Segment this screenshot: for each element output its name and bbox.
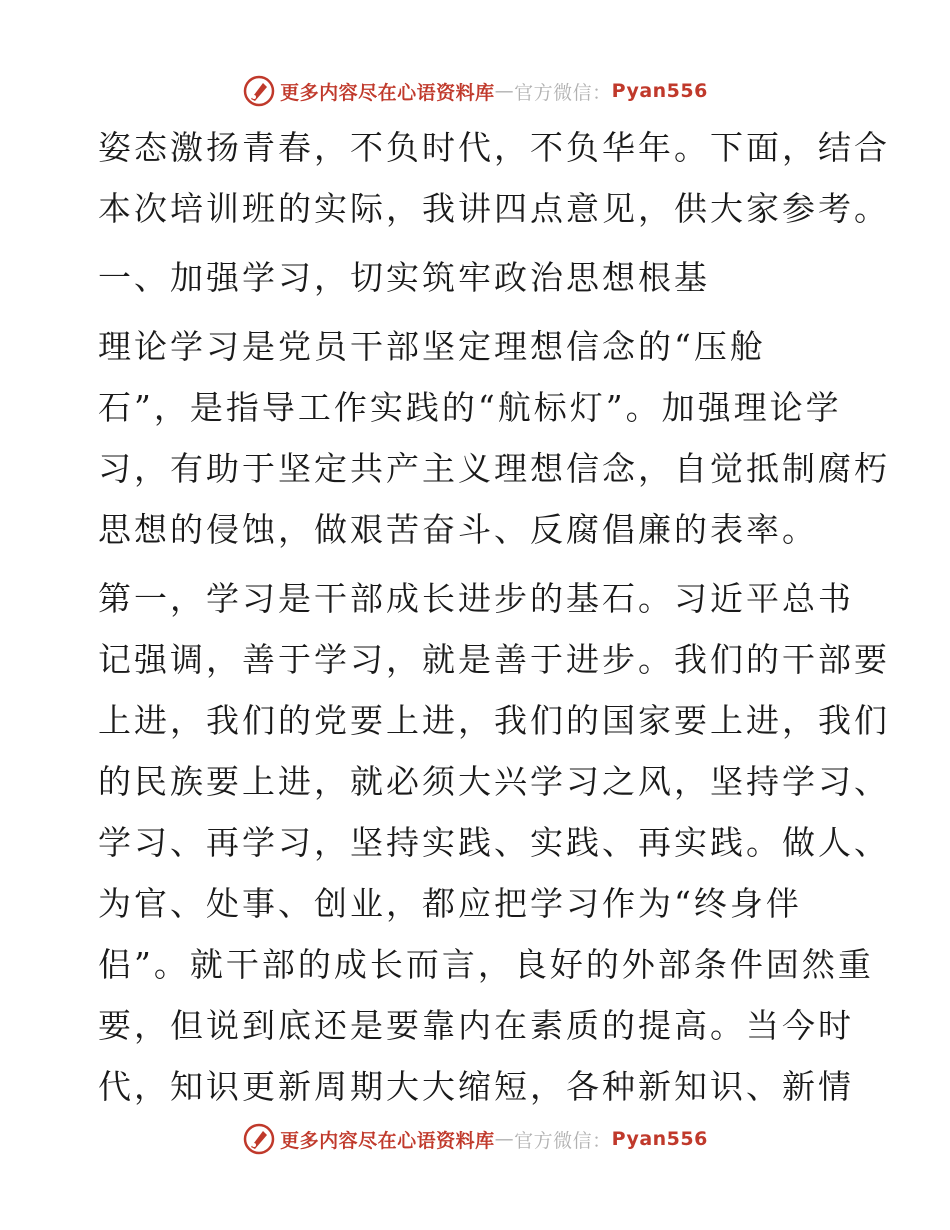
text-line: 习，有助于坚定共产主义理想信念，自觉抵制腐朽 — [98, 449, 890, 488]
watermark-main-text: 更多内容尽在心语资料库 — [280, 81, 495, 104]
section-heading-1 — [98, 247, 858, 308]
text-line: 为官、处事、创业，都应把学习作为“终身伴 — [98, 884, 802, 923]
watermark-dash: — — [494, 1128, 515, 1150]
text-line: 要，但说到底还是要靠内在素质的提高。当今时 — [98, 1006, 854, 1045]
text-line: 上进，我们的党要上进，我们的国家要上进，我们 — [98, 701, 890, 740]
paragraph-first-point — [98, 568, 890, 1117]
document-body — [98, 117, 890, 1117]
watermark-wechat-id: Pyan556 — [611, 80, 708, 102]
watermark-main-text: 更多内容尽在心语资料库 — [280, 1129, 495, 1152]
text-line: 第一，学习是干部成长进步的基石。习近平总书 — [98, 579, 854, 618]
watermark-wechat-id: Pyan556 — [611, 1128, 708, 1150]
text-line: 思想的侵蚀，做艰苦奋斗、反腐倡廉的表率。 — [98, 510, 818, 549]
pen-nib-logo-icon — [242, 1122, 276, 1156]
watermark-wechat-label: 官方微信： — [514, 81, 612, 104]
watermark-dash: — — [494, 80, 515, 102]
bottom-watermark-banner — [0, 1119, 950, 1159]
text-line: 学习、再学习，坚持实践、实践、再实践。做人、 — [98, 823, 890, 862]
text-line: 的民族要上进，就必须大兴学习之风，坚持学习、 — [98, 762, 890, 801]
text-line: 理论学习是党员干部坚定理想信念的“压舱 — [98, 327, 766, 366]
text-line: 本次培训班的实际，我讲四点意见，供大家参考。 — [98, 189, 890, 228]
text-line: 侣”。就干部的成长而言，良好的外部条件固然重 — [98, 945, 874, 984]
watermark-wechat-label: 官方微信： — [514, 1129, 612, 1152]
text-line: 石”，是指导工作实践的“航标灯”。加强理论学 — [98, 388, 842, 427]
text-line: 记强调，善于学习，就是善于进步。我们的干部要 — [98, 640, 890, 679]
paragraph-theory-study — [98, 316, 890, 560]
top-watermark-banner — [0, 71, 950, 111]
paragraph-intro-closing — [98, 117, 890, 239]
section-heading-text: 一、加强学习，切实筑牢政治思想根基 — [98, 258, 710, 297]
text-line: 姿态激扬青春，不负时代，不负华年。下面，结合 — [98, 128, 890, 167]
text-line: 代，知识更新周期大大缩短，各种新知识、新情 — [98, 1067, 854, 1106]
pen-nib-logo-icon — [242, 74, 276, 108]
